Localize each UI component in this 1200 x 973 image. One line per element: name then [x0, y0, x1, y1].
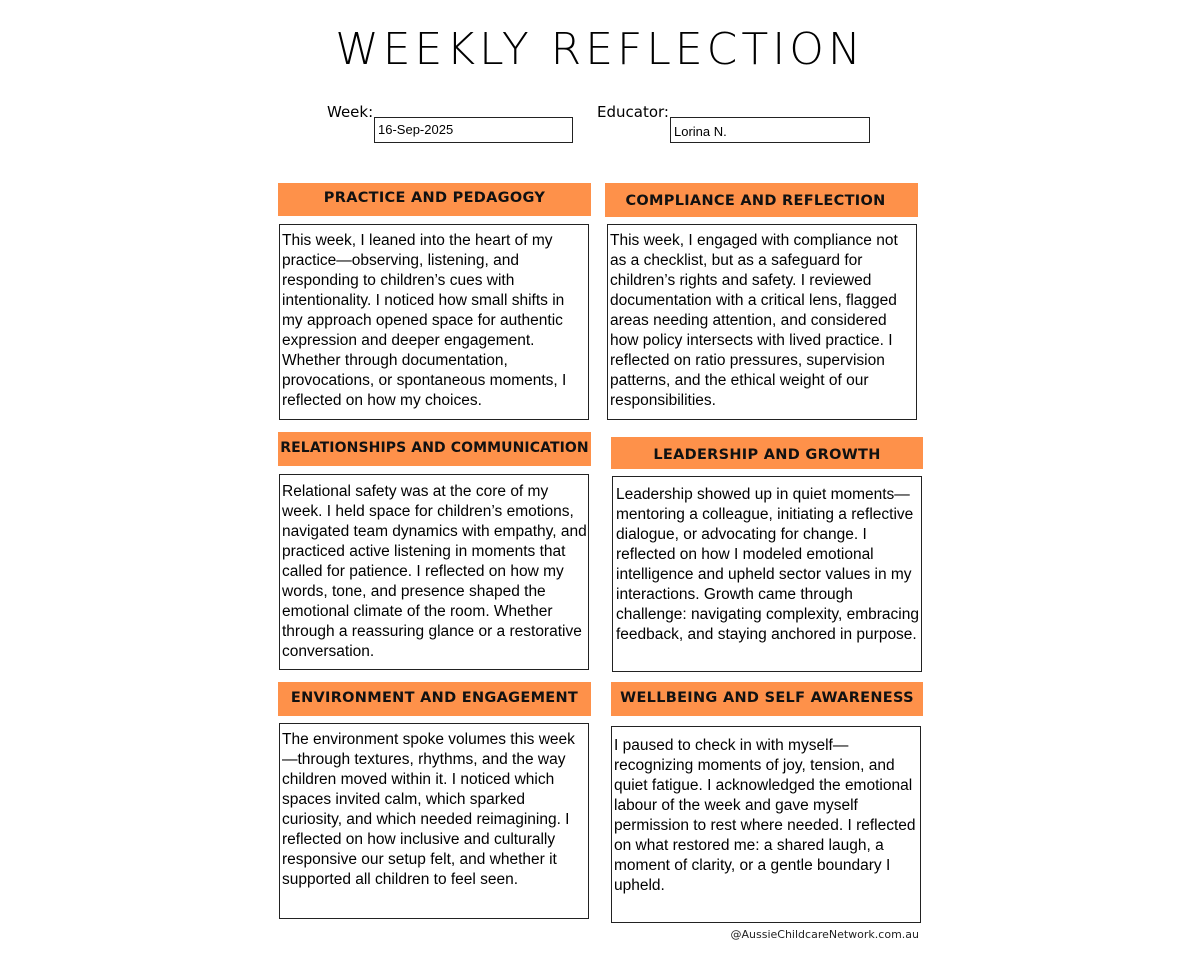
heading-leadership-growth: LEADERSHIP AND GROWTH — [611, 437, 923, 469]
heading-relationships-communication: RELATIONSHIPS AND COMMUNICATION — [278, 432, 591, 466]
week-label: Week: — [327, 103, 374, 121]
heading-compliance-reflection: COMPLIANCE AND REFLECTION — [605, 183, 918, 217]
heading-wellbeing-self-awareness: WELLBEING AND SELF AWARENESS — [611, 682, 923, 716]
body-leadership-growth[interactable]: Leadership showed up in quiet moments—mentoring a colleague, initiating a reflective dialogue, or advocating for change. I reflected on how I modeled emotional intelligence and upheld sector values in my interactions. Growth came through challenge: navigating complexity, embracing feedback, and staying anchored in purpose. — [612, 476, 922, 672]
educator-field[interactable]: Lorina N. — [670, 117, 870, 143]
body-practice-pedagogy[interactable]: This week, I leaned into the heart of my practice—observing, listening, and responding to children’s cues with intentionality. I noticed how small shifts in my approach opened space for authentic expression and deeper engagement. Whether through documentation, provocations, or spontaneous moments, I reflected on how my choices. — [279, 224, 589, 420]
educator-label: Educator: — [597, 103, 669, 121]
week-field[interactable]: 16-Sep-2025 — [374, 117, 573, 143]
heading-environment-engagement: ENVIRONMENT AND ENGAGEMENT — [278, 682, 591, 716]
body-relationships-communication[interactable]: Relational safety was at the core of my week. I held space for children’s emotions, navigated team dynamics with empathy, and practiced active listening in moments that called for patience. I reflected on how my words, tone, and presence shaped the emotional climate of the room. Whether through a reassuring glance or a restorative conversation. — [279, 474, 589, 670]
page-title: WEEKLY REFLECTION — [335, 24, 865, 75]
footer-credit: @AussieChildcareNetwork.com.au — [730, 928, 919, 941]
body-environment-engagement[interactable]: The environment spoke volumes this week—through textures, rhythms, and the way children moved within it. I noticed which spaces invited calm, which sparked curiosity, and which needed reimagining. I reflected on how inclusive and culturally responsive our setup felt, and whether it supported all children to feel seen. — [279, 723, 589, 919]
body-compliance-reflection[interactable]: This week, I engaged with compliance not as a checklist, but as a safeguard for children’s rights and safety. I reviewed documentation with a critical lens, flagged areas needing attention, and considered how policy intersects with lived practice. I reflected on ratio pressures, supervision patterns, and the ethical weight of our responsibilities. — [607, 224, 917, 420]
body-wellbeing-self-awareness[interactable]: I paused to check in with myself—recognizing moments of joy, tension, and quiet fatigue. I acknowledged the emotional labour of the week and gave myself permission to rest where needed. I reflected on what restored me: a shared laugh, a moment of clarity, or a gentle boundary I upheld. — [611, 726, 921, 923]
heading-practice-pedagogy: PRACTICE AND PEDAGOGY — [278, 183, 591, 216]
